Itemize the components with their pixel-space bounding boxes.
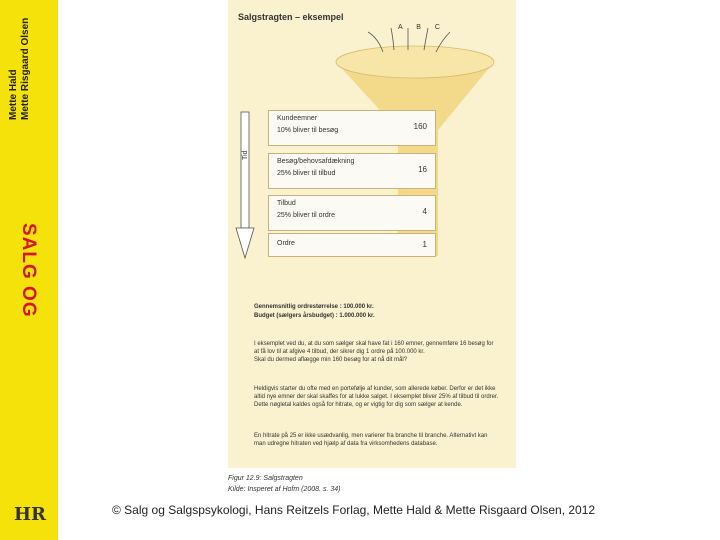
paragraph-1b-text: Skal du dermed aflægge min 160 besøg for at nå dit mål? bbox=[254, 357, 408, 363]
stage-ordre bbox=[268, 233, 436, 257]
stage-besog bbox=[268, 153, 436, 189]
funnel-figure bbox=[228, 0, 516, 468]
stage-name: Ordre bbox=[277, 240, 295, 247]
paragraph-2: Heldigvis starter du ofte med en portefølje af kunder, som allerede køber. Derfor er det ikke altid nye emner der skal skaffes for at lukke salget. I eksemplet bliver 25% af tilbud til ordrer. Dette nøgletal kaldes også for hitrate, og er vigtig for dig som sælger at kende. bbox=[254, 386, 499, 408]
spine-author-2: Mette Risgaard Olsen bbox=[20, 17, 31, 120]
book-spine bbox=[0, 0, 58, 540]
copyright-footer: © Salg og Salgspsykologi, Hans Reitzels Forlag, Mette Hald & Mette Risgaard Olsen, 2012 bbox=[112, 503, 596, 517]
spine-book-title: SALG OG bbox=[18, 222, 39, 318]
time-arrow bbox=[236, 112, 254, 258]
spine-authors bbox=[8, 10, 48, 120]
paragraph-1-text: I eksemplet ved du, at du som sælger skal have fat i 160 emner, gennemføre 16 besøg for at få lov til at afgive 4 tilbud, der sikrer dig 1 ordre på 100.000 kr. bbox=[254, 341, 494, 355]
stage-rate: 10% bliver til besøg bbox=[277, 127, 339, 134]
caption-title: Figur 12.9: Salgstragten bbox=[228, 475, 303, 482]
stage-rate: 25% bliver til tilbud bbox=[277, 170, 336, 177]
stage-value: 16 bbox=[418, 165, 427, 174]
stage-name: Besøg/behovsafdækning bbox=[277, 158, 355, 165]
stage-rate: 25% bliver til ordre bbox=[277, 212, 335, 219]
stage-name: Tilbud bbox=[277, 200, 296, 207]
stage-tilbud bbox=[268, 195, 436, 231]
caption-source: Kilde: Insperet af Hofm (2008. s. 34) bbox=[228, 486, 341, 493]
paragraph-3: En hitrate på 25 er ikke usædvanlig, men varierer fra branche til branche. Alternativt kan man udregne hitraten ved hjælp af data fra virksomhedens database. bbox=[254, 433, 488, 447]
publisher-logo: HR bbox=[14, 504, 46, 525]
paragraph-1 bbox=[254, 340, 499, 364]
stage-value: 160 bbox=[413, 122, 427, 131]
summary-block bbox=[254, 303, 375, 321]
funnel-mouth bbox=[336, 46, 494, 78]
figure-caption bbox=[228, 473, 340, 495]
stage-name: Kundeemner bbox=[277, 115, 318, 122]
spine-author-1: Mette Hald bbox=[8, 69, 19, 120]
figure-title: Salgstragten – eksempel bbox=[238, 12, 344, 22]
summary-budget: Budget (sælgers årsbudget) : 1.000.000 kr. bbox=[254, 313, 375, 319]
stage-kundeemner bbox=[268, 110, 436, 146]
time-label: Tid bbox=[242, 150, 249, 160]
stage-value: 4 bbox=[422, 207, 427, 216]
abc-labels: A B C bbox=[398, 24, 446, 31]
summary-order-size: Gennemsnitlig ordrestørrelse : 100.000 kr. bbox=[254, 304, 374, 310]
stage-value: 1 bbox=[422, 240, 427, 249]
